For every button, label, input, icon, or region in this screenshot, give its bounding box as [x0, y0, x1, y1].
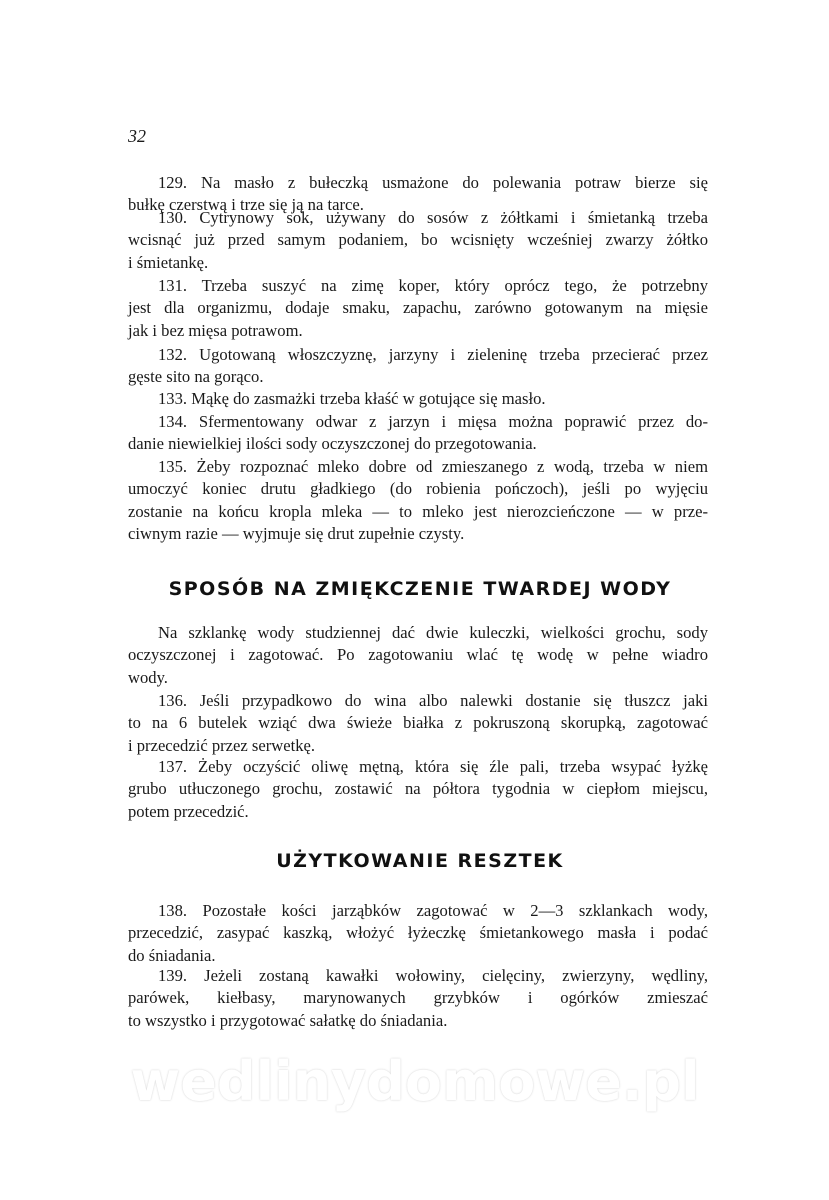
- paragraph: [128, 207, 708, 274]
- paragraph-line: grubo utłuczonego grochu, zostawić na półtora tygodnia w ciepłom miejscu,: [128, 779, 708, 799]
- paragraph-line: i śmietankę.: [128, 252, 209, 272]
- paragraph: [128, 275, 708, 342]
- paragraph: [128, 411, 708, 456]
- paragraph-line: wody.: [128, 667, 168, 687]
- paragraph-line: 135. Żeby rozpoznać mleko dobre od zmieszanego z wodą, trzeba w niem: [158, 457, 708, 476]
- paragraph-line: umoczyć koniec drutu gładkiego (do robienia pończoch), jeśli po wyjęciu: [128, 479, 708, 499]
- paragraph-line: 129. Na masło z bułeczką usmażone do polewania potraw bierze się: [158, 173, 708, 192]
- paragraph-line: 130. Cytrynowy sok, używany do sosów z żółtkami i śmietanką trzeba: [158, 208, 708, 227]
- section-heading-leftovers: UŻYTKOWANIE RESZTEK: [276, 850, 564, 872]
- paragraph-line: danie niewielkiej ilości sody oczyszczonej do przegotowania.: [128, 434, 537, 454]
- paragraph: [128, 900, 708, 967]
- paragraph-line: 136. Jeśli przypadkowo do wina albo nalewki dostanie się tłuszcz jaki: [158, 691, 708, 710]
- paragraph-line: bułkę czerstwą i trze się ją na tarce.: [128, 195, 364, 215]
- paragraph-line: ciwnym razie — wyjmuje się drut zupełnie czysty.: [128, 524, 465, 544]
- paragraph-line: wcisnąć już przed samym podaniem, bo wcisnięty wcześniej zwarzy żółtko: [128, 230, 708, 250]
- paragraph-line: oczyszczonej i zagotować. Po zagotowaniu wlać tę wodę w pełne wiadro: [128, 645, 708, 665]
- paragraph: [128, 690, 708, 757]
- paragraph-line: i przecedzić przez serwetkę.: [128, 735, 316, 755]
- page-number: 32: [128, 126, 146, 146]
- section-heading-water: SPOSÓB NA ZMIĘKCZENIE TWARDEJ WODY: [168, 578, 672, 600]
- paragraph-line: to na 6 butelek wziąć dwa świeże białka z pokruszoną skorupką, zagotować: [128, 713, 708, 733]
- paragraph: [128, 388, 708, 410]
- paragraph-line: to wszystko i przygotować sałatkę do śniadania.: [128, 1010, 448, 1030]
- paragraph-line: 137. Żeby oczyścić oliwę mętną, która się źle pali, trzeba wsypać łyżkę: [158, 757, 708, 776]
- paragraph-line: potem przecedzić.: [128, 801, 249, 821]
- paragraph-line: Na szklankę wody studziennej dać dwie kuleczki, wielkości grochu, sody: [158, 623, 708, 642]
- paragraph-line: 133. Mąkę do zasmażki trzeba kłaść w gotujące się masło.: [158, 389, 546, 408]
- paragraph-line: przecedzić, zasypać kaszką, włożyć łyżeczkę śmietankowego masła i podać: [128, 923, 708, 943]
- paragraph: [128, 622, 708, 689]
- paragraph-line: 134. Sfermentowany odwar z jarzyn i mięsa można poprawić przez do-: [158, 412, 708, 431]
- paragraph-line: gęste sito na gorąco.: [128, 367, 264, 387]
- paragraph-line: zostanie na końcu kropla mleka — to mleko jest nierozcieńczone — w prze-: [128, 501, 708, 521]
- paragraph: [128, 456, 708, 546]
- paragraph-line: 131. Trzeba suszyć na zimę koper, który oprócz tego, że potrzebny: [158, 276, 708, 295]
- paragraph-line: jest dla organizmu, dodaje smaku, zapachu, zarówno gotowanym na mięsie: [128, 298, 708, 318]
- paragraph-line: parówek, kiełbasy, marynowanych grzybków i ogórków zmieszać: [128, 988, 708, 1008]
- paragraph-line: do śniadania.: [128, 945, 216, 965]
- watermark: wedlinydomowe.pl: [130, 1050, 700, 1113]
- paragraph-line: jak i bez mięsa potrawom.: [128, 320, 303, 340]
- paragraph-line: 139. Jeżeli zostaną kawałki wołowiny, cielęciny, zwierzyny, wędliny,: [158, 966, 708, 985]
- paragraph: [128, 965, 708, 1032]
- paragraph: [128, 756, 708, 823]
- paragraph: [128, 344, 708, 389]
- paragraph-line: 132. Ugotowaną włoszczyznę, jarzyny i zieleninę trzeba przecierać przez: [158, 345, 708, 364]
- paragraph-line: 138. Pozostałe kości jarząbków zagotować w 2—3 szklankach wody,: [158, 901, 708, 920]
